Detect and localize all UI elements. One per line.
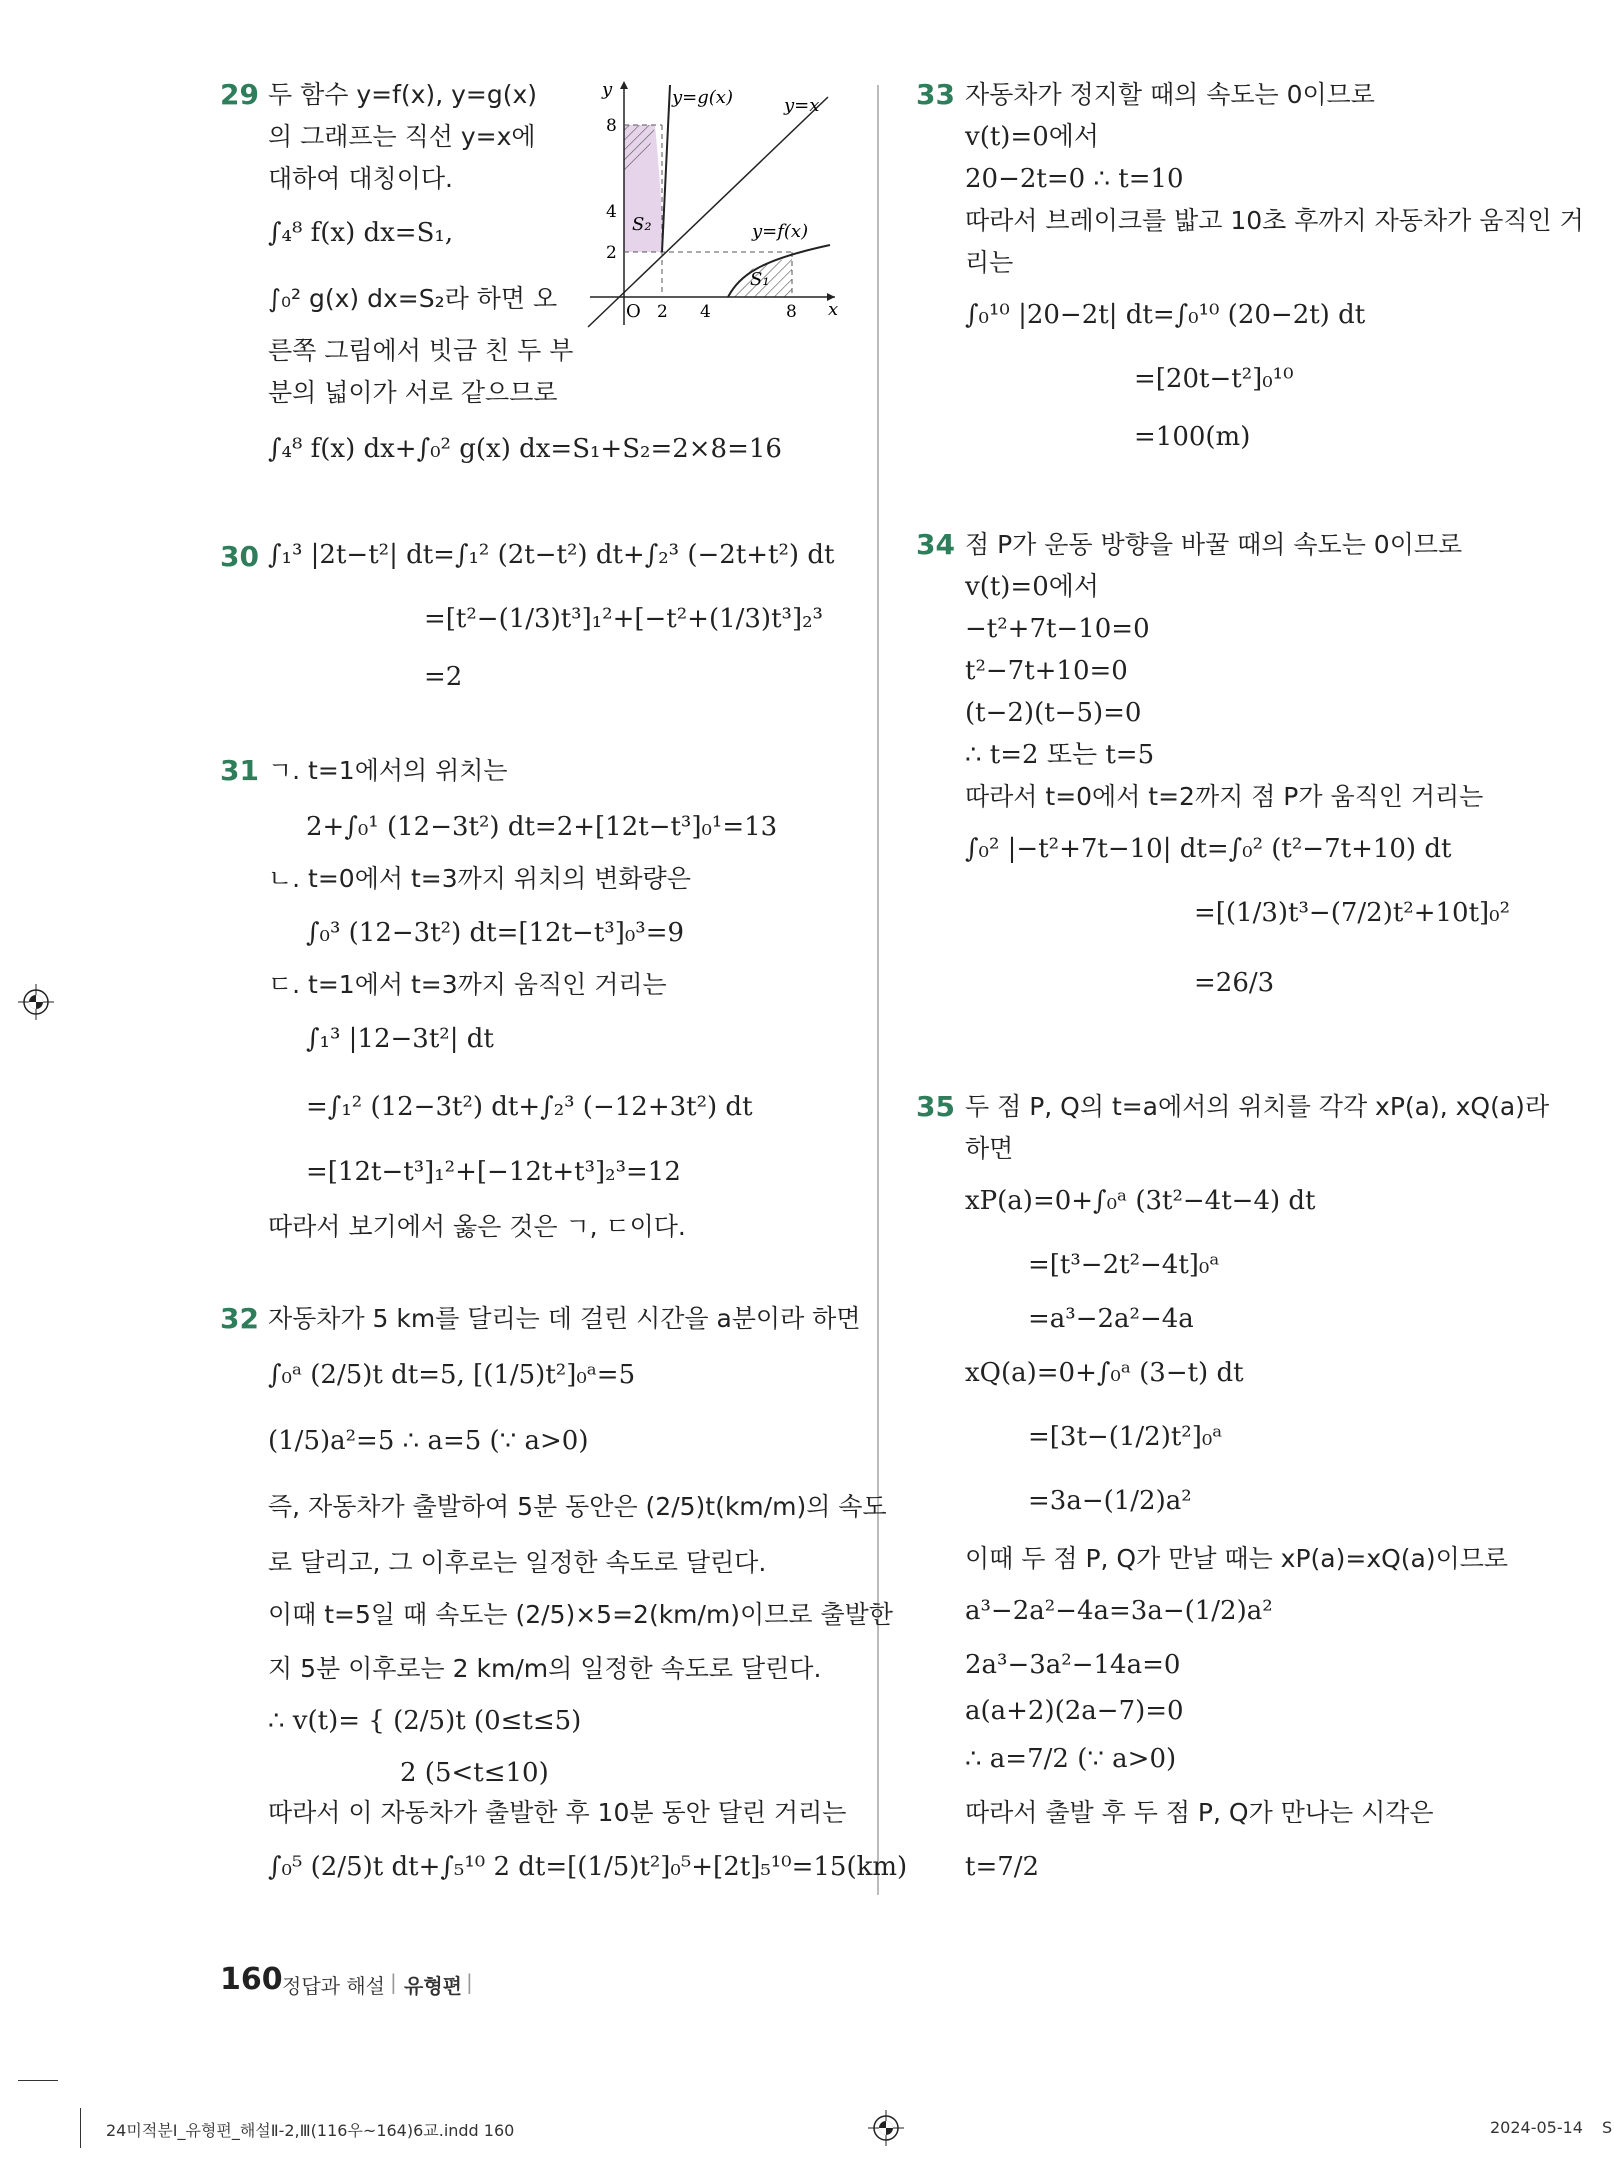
math-line: =100(m) xyxy=(1134,422,1251,452)
math-line: xP(a)=0+∫₀ᵃ (3t²−4t−4) dt xyxy=(965,1186,1316,1216)
math-line: ∫₁³ |2t−t²| dt=∫₁² (2t−t²) dt+∫₂³ (−2t+t²) dt xyxy=(268,540,835,570)
y-tick-label: 8 xyxy=(606,116,617,136)
text-line: 따라서 출발 후 두 점 P, Q가 만나는 시각은 xyxy=(965,1798,1434,1827)
y-tick-label: 4 xyxy=(606,202,617,222)
text-line: 두 점 P, Q의 t=a에서의 위치를 각각 xP(a), xQ(a)라 xyxy=(965,1092,1550,1121)
math-line: t=7/2 xyxy=(965,1852,1040,1882)
math-line: t²−7t+10=0 xyxy=(965,656,1128,686)
math-line: xQ(a)=0+∫₀ᵃ (3−t) dt xyxy=(965,1358,1244,1388)
text-line: 따라서 보기에서 옳은 것은 ㄱ, ㄷ이다. xyxy=(268,1212,686,1241)
text-line: 즉, 자동차가 출발하여 5분 동안은 (2/5)t(km/m)의 속도 xyxy=(268,1492,887,1521)
symmetry-graph xyxy=(580,75,850,335)
text-line: 의 그래프는 직선 y=x에 xyxy=(268,122,536,151)
text-line: 분의 넓이가 서로 같으므로 xyxy=(268,378,558,407)
problem-number: 35 xyxy=(916,1090,955,1123)
math-line: (1/5)a²=5 ∴ a=5 (∵ a>0) xyxy=(268,1426,589,1456)
text-line: 자동차가 5 km를 달리는 데 걸린 시간을 a분이라 하면 xyxy=(268,1304,861,1333)
math-line: =2 xyxy=(424,662,463,692)
text-line: 점 P가 운동 방향을 바꿀 때의 속도는 0이므로 xyxy=(965,530,1463,559)
book-title: 정답과 해설 xyxy=(282,1974,385,1998)
text-line: 이때 t=5일 때 속도는 (2/5)×5=2(km/m)이므로 출발한 xyxy=(268,1600,893,1629)
math-line: v(t)=0에서 xyxy=(965,572,1099,602)
math-line: −t²+7t−10=0 xyxy=(965,614,1150,644)
text-line: 대하여 대칭이다. xyxy=(268,164,453,193)
problem-number: 34 xyxy=(916,528,955,561)
curve-f-label: y=f(x) xyxy=(752,221,809,242)
line-label: y=x xyxy=(784,95,820,116)
math-line: =a³−2a²−4a xyxy=(1028,1304,1194,1334)
math-line: =[(1/3)t³−(7/2)t²+10t]₀² xyxy=(1194,898,1511,928)
math-line: 2a³−3a²−14a=0 xyxy=(965,1650,1181,1680)
slug-edge: S xyxy=(1602,2118,1613,2137)
text-line: ㄱ. t=1에서의 위치는 xyxy=(268,756,508,785)
math-line: =26/3 xyxy=(1194,968,1275,998)
math-line: ∫₀² |−t²+7t−10| dt=∫₀² (t²−7t+10) dt xyxy=(965,834,1452,864)
math-line: ∫₄⁸ f(x) dx=S₁, xyxy=(268,218,454,248)
crop-mark xyxy=(80,2108,81,2148)
x-tick-label: 2 xyxy=(657,302,668,322)
math-line: ∴ a=7/2 (∵ a>0) xyxy=(965,1744,1177,1774)
problem-number: 33 xyxy=(916,78,955,111)
math-line: =[3t−(1/2)t²]₀ᵃ xyxy=(1028,1422,1223,1452)
math-line: (t−2)(t−5)=0 xyxy=(965,698,1142,728)
math-line: ∴ t=2 또는 t=5 xyxy=(965,740,1155,770)
math-line: =[12t−t³]₁²+[−12t+t³]₂³=12 xyxy=(306,1157,681,1187)
problem-number: 32 xyxy=(220,1302,259,1335)
y-tick-label: 2 xyxy=(606,243,617,263)
math-line: ∫₀⁵ (2/5)t dt+∫₅¹⁰ 2 dt=[(1/5)t²]₀⁵+[2t]₅¹⁰=15(km) xyxy=(268,1852,908,1882)
math-line: ∫₀¹⁰ |20−2t| dt=∫₀¹⁰ (20−2t) dt xyxy=(965,300,1366,330)
math-line: =[t³−2t²−4t]₀ᵃ xyxy=(1028,1250,1220,1280)
text-line: ∫₀² g(x) dx=S₂라 하면 오 xyxy=(268,284,558,313)
page-number: 160 xyxy=(220,1962,283,1997)
s2-label: S₂ xyxy=(632,214,652,235)
problem-number: 31 xyxy=(220,754,259,787)
math-line: 2+∫₀¹ (12−3t²) dt=2+[12t−t³]₀¹=13 xyxy=(306,812,778,842)
math-line: =[20t−t²]₀¹⁰ xyxy=(1134,364,1294,394)
math-line: ∫₀ᵃ (2/5)t dt=5, [(1/5)t²]₀ᵃ=5 xyxy=(268,1360,636,1390)
s1-label: S₁ xyxy=(750,269,770,290)
x-axis-label: x xyxy=(828,299,839,320)
math-line: v(t)=0에서 xyxy=(965,122,1099,152)
text-line: 자동차가 정지할 때의 속도는 0이므로 xyxy=(965,80,1375,109)
text-line: 리는 xyxy=(965,248,1014,277)
math-line: 20−2t=0 ∴ t=10 xyxy=(965,164,1184,194)
math-line: =3a−(1/2)a² xyxy=(1028,1486,1192,1516)
problem-number: 30 xyxy=(220,540,259,573)
section-label: 유형편 xyxy=(404,1974,462,1998)
registration-mark-icon xyxy=(18,984,54,1020)
footer-separator: | xyxy=(390,1970,397,1994)
text-line: ㄴ. t=0에서 t=3까지 위치의 변화량은 xyxy=(268,864,691,893)
text-line: 로 달리고, 그 이후로는 일정한 속도로 달린다. xyxy=(268,1548,767,1577)
y-axis-arrow xyxy=(620,81,628,89)
math-line: =∫₁² (12−3t²) dt+∫₂³ (−12+3t²) dt xyxy=(306,1092,753,1122)
math-line: a(a+2)(2a−7)=0 xyxy=(965,1696,1184,1726)
text-line: 따라서 t=0에서 t=2까지 점 P가 움직인 거리는 xyxy=(965,782,1484,811)
x-tick-label: 4 xyxy=(700,302,711,322)
text-line: 른쪽 그림에서 빗금 친 두 부 xyxy=(268,336,574,365)
math-line: a³−2a²−4a=3a−(1/2)a² xyxy=(965,1596,1273,1626)
math-line: ∫₀³ (12−3t²) dt=[12t−t³]₀³=9 xyxy=(306,918,685,948)
math-line: ∫₄⁸ f(x) dx+∫₀² g(x) dx=S₁+S₂=2×8=16 xyxy=(268,434,782,464)
math-line: ∴ v(t)= { (2/5)t (0≤t≤5) xyxy=(268,1706,582,1736)
curve-g xyxy=(662,85,670,252)
math-line: =[t²−(1/3)t³]₁²+[−t²+(1/3)t³]₂³ xyxy=(424,604,823,634)
math-line: ∫₁³ |12−3t²| dt xyxy=(306,1024,494,1054)
registration-mark-icon xyxy=(868,2110,904,2146)
slug-file: 24미적분Ⅰ_유형편_해설Ⅱ-2,Ⅲ(116우~164)6교.indd 160 xyxy=(106,2121,515,2140)
problem-number: 29 xyxy=(220,78,259,111)
text-line: 따라서 이 자동차가 출발한 후 10분 동안 달린 거리는 xyxy=(268,1798,847,1827)
footer-separator: | xyxy=(466,1970,473,1994)
text-line: 두 함수 y=f(x), y=g(x) xyxy=(268,80,537,109)
text-line: 지 5분 이후로는 2 km/m의 일정한 속도로 달린다. xyxy=(268,1654,822,1683)
curve-g-label: y=g(x) xyxy=(672,87,733,108)
text-line: 이때 두 점 P, Q가 만날 때는 xP(a)=xQ(a)이므로 xyxy=(965,1544,1509,1573)
text-line: 따라서 브레이크를 밟고 10초 후까지 자동차가 움직인 거 xyxy=(965,206,1584,235)
math-line: 2 (5<t≤10) xyxy=(400,1758,549,1788)
slug-date: 2024-05-14 xyxy=(1490,2118,1583,2137)
origin-label: O xyxy=(626,301,641,322)
crop-mark xyxy=(18,2080,58,2081)
text-line: 하면 xyxy=(965,1134,1014,1163)
x-tick-label: 8 xyxy=(786,302,797,322)
text-line: ㄷ. t=1에서 t=3까지 움직인 거리는 xyxy=(268,970,667,999)
y-axis-label: y xyxy=(602,79,613,100)
